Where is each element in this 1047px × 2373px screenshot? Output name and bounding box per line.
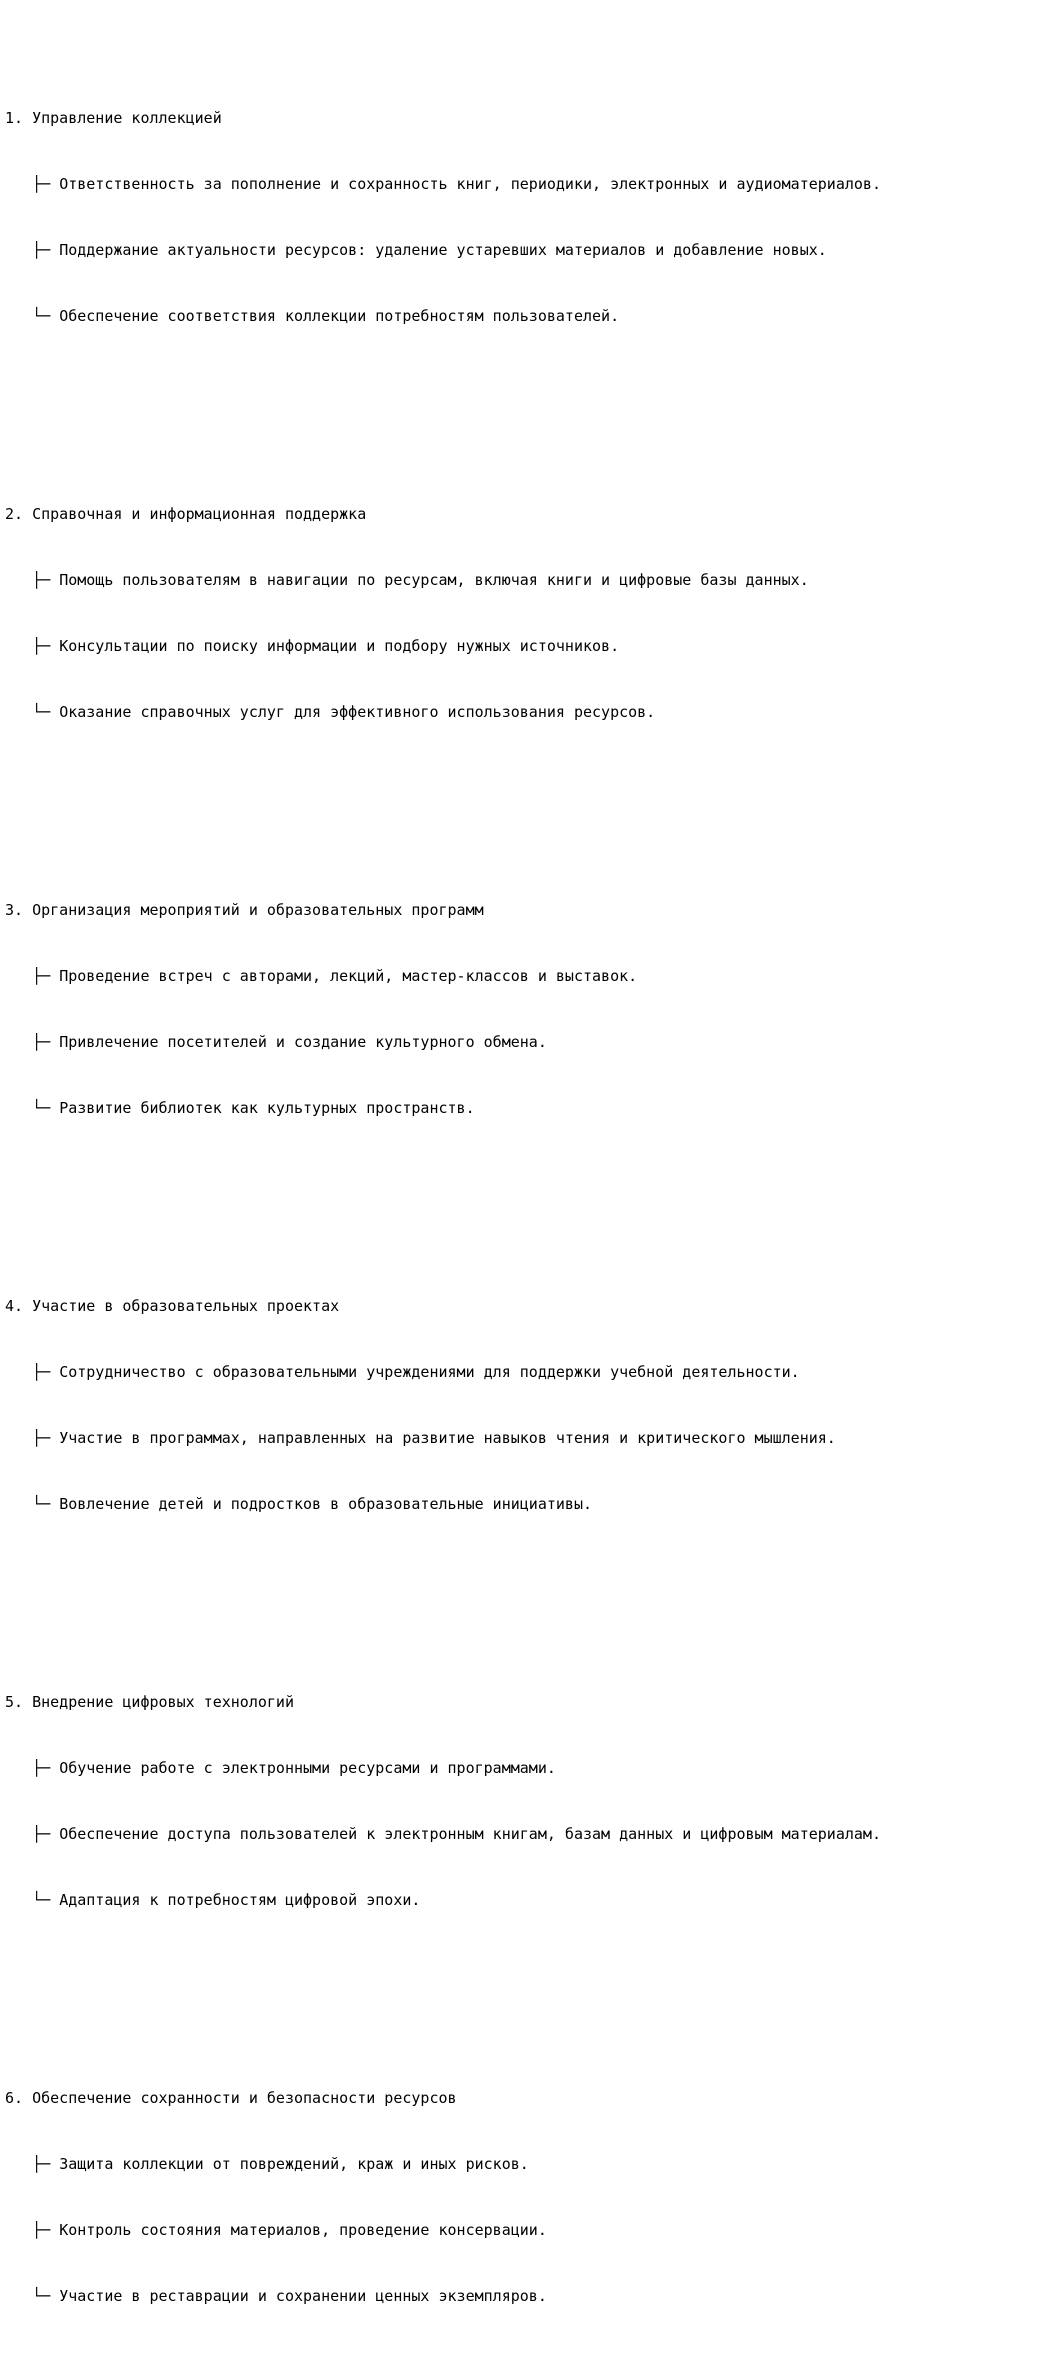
list-item-text: Адаптация к потребностям цифровой эпохи. xyxy=(59,1891,421,1909)
section-4 xyxy=(5,1251,881,1559)
tree-branch-connector: ├─ xyxy=(5,967,60,985)
list-item-text: Проведение встреч с авторами, лекций, мастер-классов и выставок. xyxy=(59,967,638,985)
section-heading: 2. Справочная и информационная поддержка xyxy=(5,505,367,523)
list-item-text: Участие в реставрации и сохранении ценных экземпляров. xyxy=(59,2287,547,2305)
list-item-text: Привлечение посетителей и создание культурного обмена. xyxy=(59,1033,547,1051)
list-item-text: Обучение работе с электронными ресурсами и программами. xyxy=(59,1759,556,1777)
list-item-text: Контроль состояния материалов, проведение консервации. xyxy=(59,2221,547,2239)
list-item-text: Сотрудничество с образовательными учреждениями для поддержки учебной деятельности. xyxy=(59,1363,800,1381)
list-item xyxy=(5,1427,881,1449)
section-1 xyxy=(5,63,881,371)
tree-branch-connector: ├─ xyxy=(5,1759,60,1777)
tree-branch-connector: ├─ xyxy=(5,175,60,193)
tree-branch-end-connector: └─ xyxy=(5,703,60,721)
list-item xyxy=(5,1889,881,1911)
tree-branch-connector: ├─ xyxy=(5,571,60,589)
list-item-text: Поддержание актуальности ресурсов: удаление устаревших материалов и добавление новых. xyxy=(59,241,827,259)
section-5 xyxy=(5,1647,881,1955)
tree-branch-end-connector: └─ xyxy=(5,1891,60,1909)
tree-branch-end-connector: └─ xyxy=(5,2287,60,2305)
section-3 xyxy=(5,855,881,1163)
list-item xyxy=(5,1757,881,1779)
list-item xyxy=(5,173,881,195)
section-2 xyxy=(5,459,881,767)
tree-branch-end-connector: └─ xyxy=(5,1495,60,1513)
list-item xyxy=(5,2219,881,2241)
list-item xyxy=(5,1031,881,1053)
list-item-text: Защита коллекции от повреждений, краж и иных рисков. xyxy=(59,2155,529,2173)
tree-branch-end-connector: └─ xyxy=(5,1099,60,1117)
list-item xyxy=(5,1361,881,1383)
tree-branch-connector: ├─ xyxy=(5,1363,60,1381)
list-item xyxy=(5,965,881,987)
section-heading: 6. Обеспечение сохранности и безопасности ресурсов xyxy=(5,2089,457,2107)
document-text xyxy=(5,19,881,2373)
list-item-text: Консультации по поиску информации и подбору нужных источников. xyxy=(59,637,620,655)
tree-branch-connector: ├─ xyxy=(5,637,60,655)
section-6 xyxy=(5,2043,881,2351)
tree-branch-connector: ├─ xyxy=(5,2221,60,2239)
list-item-text: Помощь пользователям в навигации по ресурсам, включая книги и цифровые базы данных. xyxy=(59,571,809,589)
list-item xyxy=(5,2153,881,2175)
section-heading: 3. Организация мероприятий и образовательных программ xyxy=(5,901,484,919)
list-item xyxy=(5,305,881,327)
list-item xyxy=(5,635,881,657)
list-item xyxy=(5,701,881,723)
tree-branch-connector: ├─ xyxy=(5,1429,60,1447)
tree-branch-connector: ├─ xyxy=(5,1825,60,1843)
list-item-text: Обеспечение соответствия коллекции потребностям пользователей. xyxy=(59,307,620,325)
tree-branch-connector: ├─ xyxy=(5,2155,60,2173)
list-item xyxy=(5,569,881,591)
list-item-text: Развитие библиотек как культурных пространств. xyxy=(59,1099,475,1117)
list-item xyxy=(5,1097,881,1119)
list-item xyxy=(5,1823,881,1845)
list-item-text: Вовлечение детей и подростков в образовательные инициативы. xyxy=(59,1495,593,1513)
list-item xyxy=(5,2285,881,2307)
section-heading: 1. Управление коллекцией xyxy=(5,109,222,127)
list-item xyxy=(5,1493,881,1515)
section-heading: 5. Внедрение цифровых технологий xyxy=(5,1693,294,1711)
list-item-text: Оказание справочных услуг для эффективного использования ресурсов. xyxy=(59,703,656,721)
list-item-text: Участие в программах, направленных на развитие навыков чтения и критического мышления. xyxy=(59,1429,836,1447)
list-item xyxy=(5,239,881,261)
list-item-text: Ответственность за пополнение и сохранность книг, периодики, электронных и аудиоматериалов. xyxy=(59,175,881,193)
list-item-text: Обеспечение доступа пользователей к электронным книгам, базам данных и цифровым материалам. xyxy=(59,1825,881,1843)
tree-branch-end-connector: └─ xyxy=(5,307,60,325)
tree-branch-connector: ├─ xyxy=(5,241,60,259)
tree-branch-connector: ├─ xyxy=(5,1033,60,1051)
section-heading: 4. Участие в образовательных проектах xyxy=(5,1297,340,1315)
